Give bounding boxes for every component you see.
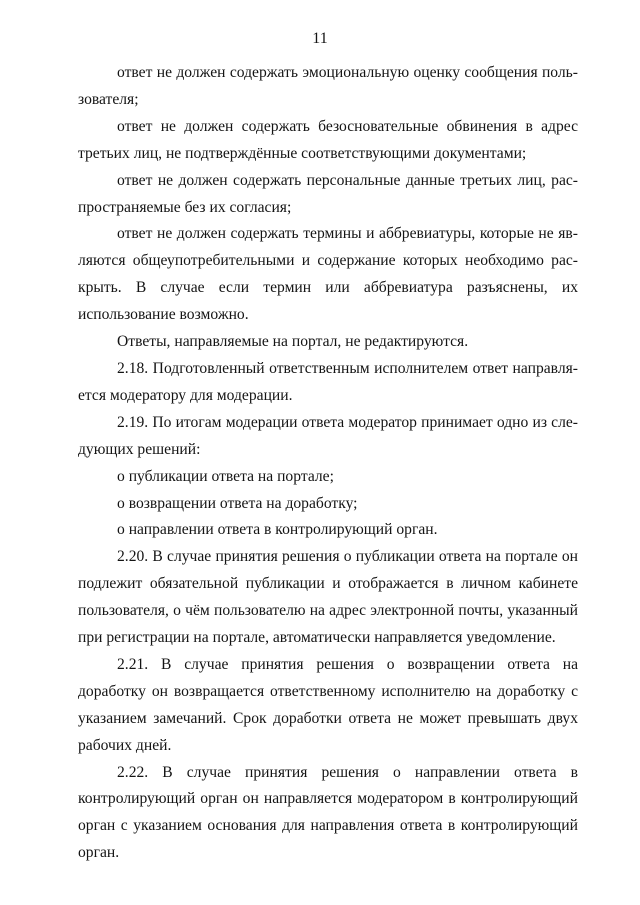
paragraph-emotional-assessment: ответ не должен содержать эмоциональную оценку сообщения пользователя; (78, 64, 578, 108)
list-item-publication: о публикации ответа на портале; (117, 467, 334, 485)
page-number: 11 (312, 30, 328, 47)
paragraph-2-21: 2.21. В случае принятия решения о возвращении ответа на доработку он возвращается ответственному исполнителю на доработку с указанием замечаний. Срок доработки ответа не может превышать двух рабочих дней. (78, 655, 578, 754)
paragraph-2-18: 2.18. Подготовленный ответственным исполнителем ответ направляется модератору для модерации. (78, 359, 578, 404)
paragraph-2-22: 2.22. В случае принятия решения о направлении ответа в контролирующий орган он направляется модератором в контролирующий орган с указанием основания для направления ответа в контролирующий орган. (78, 763, 578, 862)
paragraph-2-19: 2.19. По итогам модерации ответа модератор принимает одно из следующих решений: (78, 413, 578, 458)
paragraph-unfounded-accusations: ответ не должен содержать безосновательные обвинения в адрес третьих лиц, не подтверждённые соответствующими документами; (78, 117, 578, 162)
paragraph-personal-data: ответ не должен содержать персональные данные третьих лиц, распространяемые без их согласия; (78, 171, 578, 216)
paragraph-2-20: 2.20. В случае принятия решения о публикации ответа на портале он подлежит обязательной публикации и отображается в личном кабинете пользователя, о чём пользователю на адрес электронной почты, указанный при регистрации на портале, автоматически направляется уведомление. (78, 548, 578, 647)
paragraph-terms-abbreviations: ответ не должен содержать термины и аббревиатуры, которые не являются общеупотребительными и содержание которых необходимо раскрыть. В случае если термин или аббревиатура разъяснены, их использование возможно. (78, 225, 578, 324)
document-body (78, 60, 578, 867)
paragraph-answers-not-edited: Ответы, направляемые на портал, не редактируются. (117, 333, 469, 351)
list-item-send-to-control-body: о направлении ответа в контролирующий орган. (117, 521, 438, 539)
list-item-return-for-revision: о возвращении ответа на доработку; (117, 494, 358, 512)
